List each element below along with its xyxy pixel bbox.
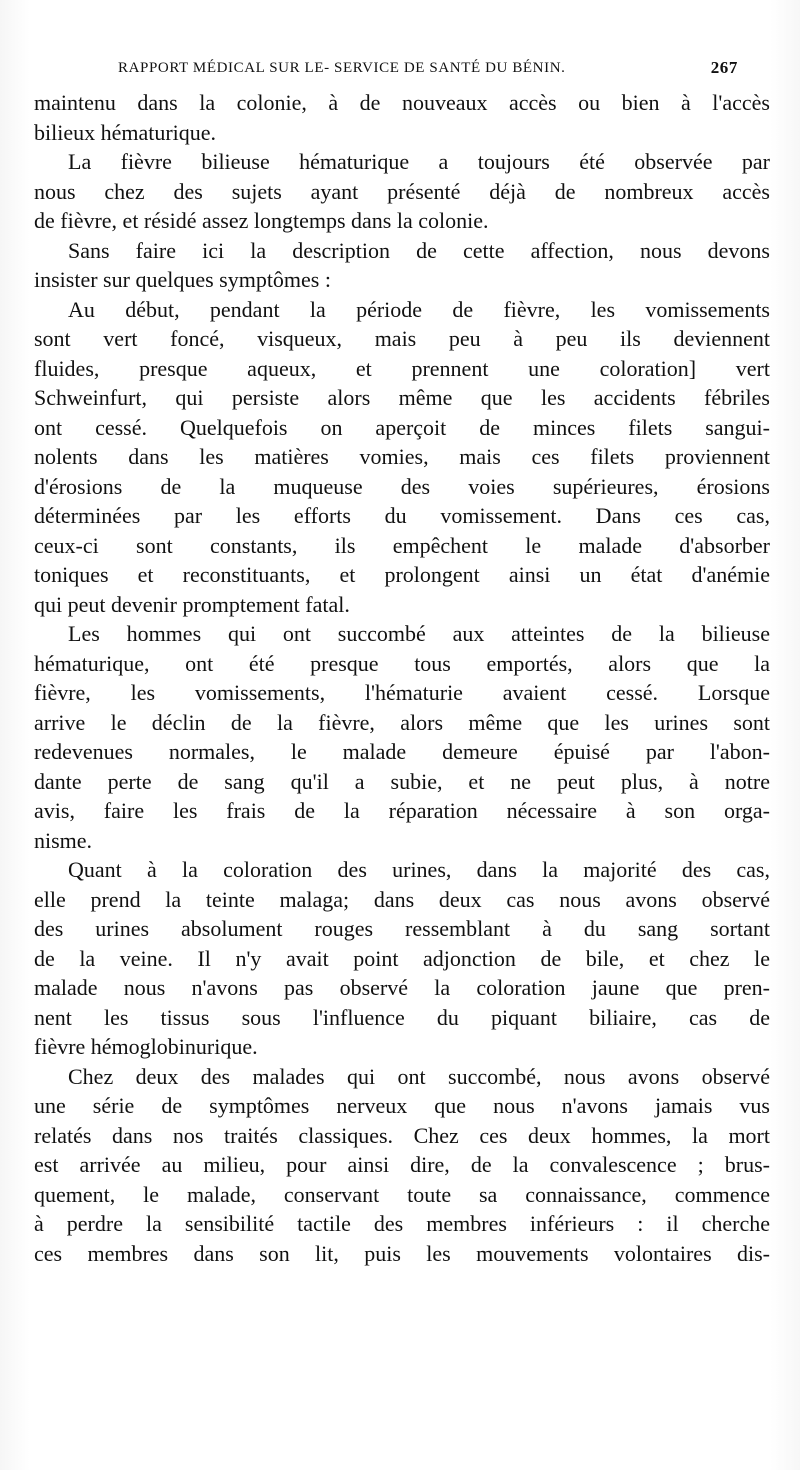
text-line: malade nous n'avons pas observé la coloration jaune que pren-	[34, 975, 770, 1000]
text-line: qui peut devenir promptement fatal.	[34, 591, 350, 617]
text-line: bilieux hématurique.	[34, 119, 217, 145]
text-line: Schweinfurt, qui persiste alors même que les accidents fébriles	[34, 385, 770, 410]
text-line: elle prend la teinte malaga; dans deux cas nous avons observé	[34, 886, 770, 912]
text-line: dante perte de sang qu'il a subie, et ne peut plus, à notre	[34, 768, 770, 794]
text-line: insister sur quelques symptômes :	[34, 267, 331, 292]
text-line: redevenues normales, le malade demeure épuisé par l'abon-	[34, 739, 770, 764]
text-line: Quant à la coloration des urines, dans la majorité des cas,	[68, 857, 770, 882]
body-text	[34, 88, 770, 1268]
text-line: Les hommes qui ont succombé aux atteintes de la bilieuse	[68, 621, 770, 646]
text-line: relatés dans nos traités classiques. Chez ces deux hommes, la mort	[34, 1122, 770, 1148]
text-line: de la veine. Il n'y avait point adjonction de bile, et chez le	[34, 945, 770, 971]
text-line: ont cessé. Quelquefois on aperçoit de minces filets sangui-	[34, 414, 770, 440]
text-line: avis, faire les frais de la réparation nécessaire à son orga-	[34, 798, 770, 823]
text-line: fièvre, les vomissements, l'hématurie avaient cessé. Lorsque	[34, 680, 770, 705]
text-line: ces membres dans son lit, puis les mouvements volontaires dis-	[34, 1240, 770, 1266]
text-line: déterminées par les efforts du vomissement. Dans ces cas,	[34, 503, 770, 528]
text-line: La fièvre bilieuse hématurique a toujours été observée par	[68, 149, 770, 174]
text-line: toniques et reconstituants, et prolongent ainsi un état d'anémie	[34, 562, 770, 587]
text-line: une série de symptômes nerveux que nous n'avons jamais vus	[34, 1093, 770, 1118]
running-header	[118, 60, 738, 86]
text-line: fluides, presque aqueux, et prennent une coloration] vert	[34, 355, 770, 381]
text-line: ceux-ci sont constants, ils empêchent le malade d'absorber	[34, 532, 770, 558]
text-line: Chez deux des malades qui ont succombé, nous avons observé	[68, 1063, 770, 1089]
text-line: nisme.	[34, 827, 93, 853]
running-header-title: RAPPORT MÉDICAL SUR LE- SERVICE DE SANTÉ DU BÉNIN.	[118, 60, 566, 76]
text-line: maintenu dans la colonie, à de nouveaux accès ou bien à l'accès	[34, 90, 770, 115]
text-line: nolents dans les matières vomies, mais ces filets proviennent	[34, 444, 770, 469]
text-line: nous chez des sujets ayant présenté déjà de nombreux accès	[34, 178, 770, 204]
text-line: d'érosions de la muqueuse des voies supérieures, érosions	[34, 473, 770, 499]
text-line: Sans faire ici la description de cette affection, nous devons	[68, 237, 770, 263]
text-line: Au début, pendant la période de fièvre, les vomissements	[68, 296, 770, 322]
text-line: nent les tissus sous l'influence du piquant biliaire, cas de	[34, 1004, 770, 1030]
text-line: des urines absolument rouges ressemblant à du sang sortant	[34, 916, 770, 941]
text-line: fièvre hémoglobinurique.	[34, 1034, 258, 1059]
text-line: quement, le malade, conservant toute sa connaissance, commence	[34, 1181, 770, 1207]
text-line: sont vert foncé, visqueux, mais peu à peu ils deviennent	[34, 326, 770, 351]
text-line: de fièvre, et résidé assez longtemps dans la colonie.	[34, 208, 489, 233]
text-line: à perdre la sensibilité tactile des membres inférieurs : il cherche	[34, 1211, 770, 1236]
page-number: 267	[710, 58, 738, 77]
text-line: est arrivée au milieu, pour ainsi dire, de la convalescence ; brus-	[34, 1152, 770, 1177]
text-line: arrive le déclin de la fièvre, alors même que les urines sont	[34, 709, 770, 735]
text-line: hématurique, ont été presque tous emportés, alors que la	[34, 650, 770, 676]
